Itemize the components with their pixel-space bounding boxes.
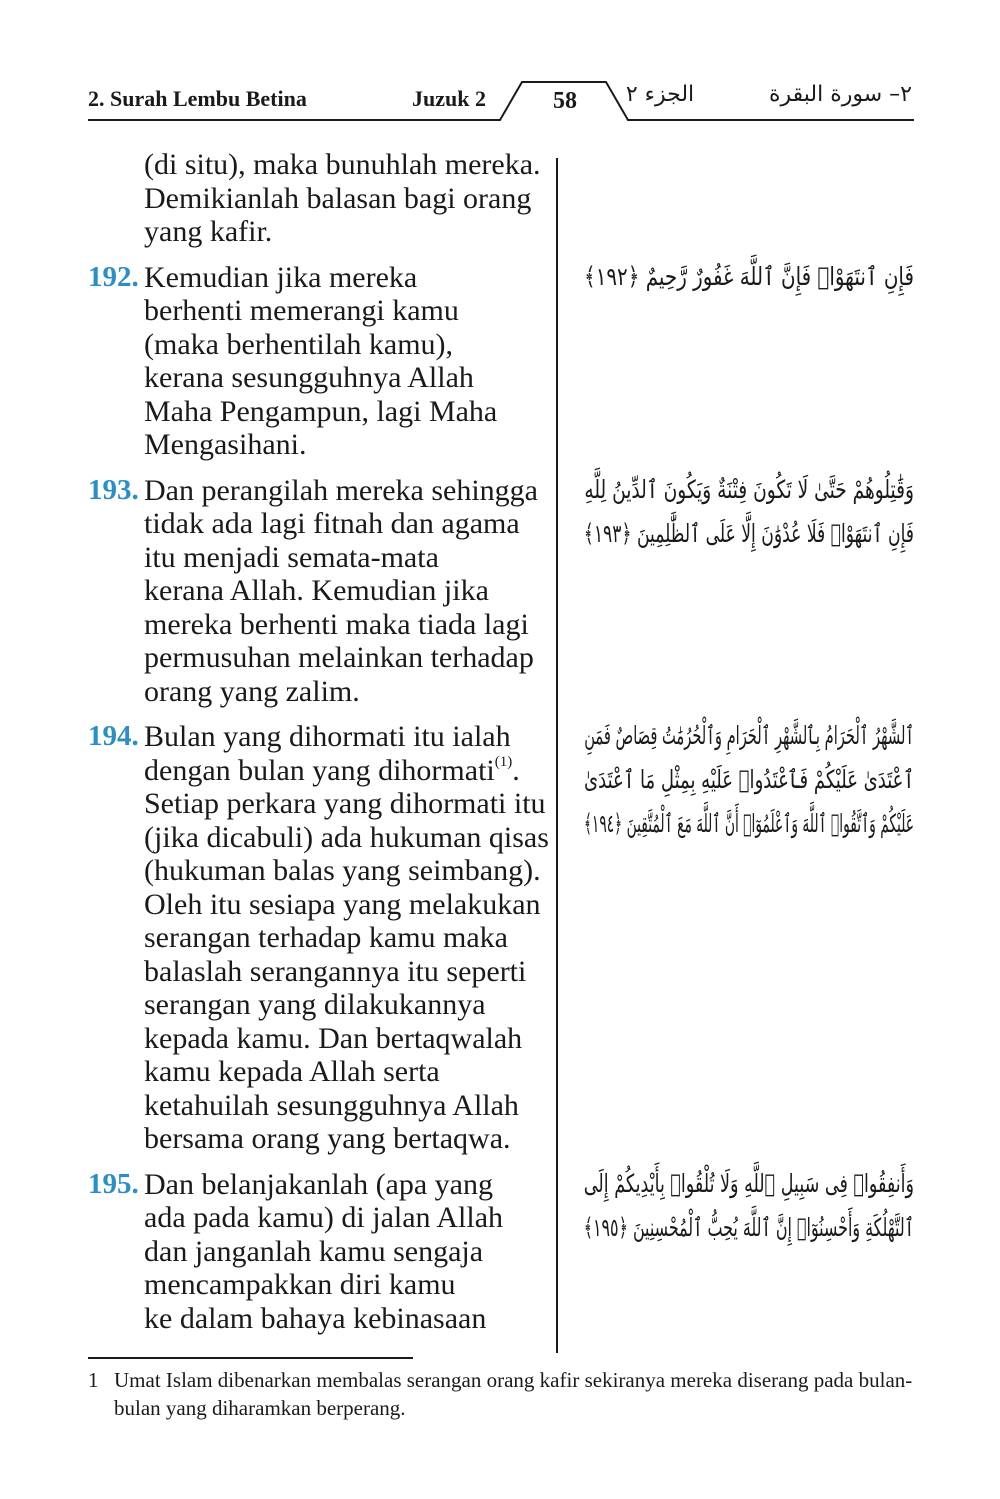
text-line: berhenti memerangi kamu bbox=[144, 294, 459, 327]
arabic-verse-195 bbox=[584, 1162, 914, 1250]
text-line: Demikianlah balasan bagi orang bbox=[144, 181, 532, 215]
text-line: permusuhan melainkan terhadap bbox=[144, 641, 534, 674]
text-line: orang yang zalim. bbox=[144, 674, 360, 708]
arabic-line: عَلَيْكُمْ وَٱتَّقُوا۟ ٱللَّهَ وَٱعْلَمُوٓا۟ أَنَّ ٱللَّهَ مَعَ ٱلْمُتَّقِينَ ﴿١٩٤﴾ bbox=[583, 809, 914, 838]
juz-label: Juzuk 2 bbox=[412, 86, 486, 111]
text-line: Dan perangilah mereka sehingga bbox=[144, 473, 538, 507]
arabic-line: فَإِنِ ٱنتَهَوْا۟ فَلَا عُدْوَٰنَ إِلَّا عَلَى ٱلظَّٰلِمِينَ ﴿١٩٣﴾ bbox=[583, 518, 914, 548]
arabic-line: ٱلشَّهْرُ ٱلْحَرَامُ بِٱلشَّهْرِ ٱلْحَرَامِ وَٱلْحُرُمَٰتُ قِصَاصٌ فَمَنِ bbox=[584, 721, 914, 750]
text-line: ke dalam bahaya kebinasaan bbox=[144, 1301, 487, 1335]
surah-title: 2. Surah Lembu Betina bbox=[88, 86, 307, 111]
text-line: bersama orang yang bertaqwa. bbox=[144, 1122, 511, 1155]
page-header bbox=[0, 0, 1000, 125]
arabic-line: وَقَٰتِلُوهُمْ حَتَّىٰ لَا تَكُونَ فِتْنَةٌ وَيَكُونَ ٱلدِّينُ لِلَّهِ bbox=[584, 474, 914, 504]
arabic-line: ٱعْتَدَىٰ عَلَيْكُمْ فَٱعْتَدُوا۟ عَلَيْهِ بِمِثْلِ مَا ٱعْتَدَىٰ bbox=[583, 765, 914, 794]
text-line: ada pada kamu) di jalan Allah bbox=[144, 1201, 504, 1234]
arabic-juz-label: الجزء ٢ bbox=[625, 82, 695, 107]
verse-continuation bbox=[88, 148, 550, 249]
arabic-line: وَأَنفِقُوا۟ فِى سَبِيلِ ٱللَّهِ وَلَا تُلْقُوا۟ بِأَيْدِيكُمْ إِلَى bbox=[583, 1168, 914, 1198]
text-line: serangan terhadap kamu maka bbox=[144, 921, 508, 954]
text-line: kerana Allah. Kemudian jika bbox=[144, 574, 489, 607]
footnote-text: Umat Islam dibenarkan membalas serangan orang kafir sekiranya mereka diserang pada bulan-bulan yang diharamkan berperang. bbox=[114, 1368, 913, 1420]
arabic-verse-192 bbox=[584, 255, 914, 299]
verse-number: 194. bbox=[88, 720, 139, 752]
footnote-number: 1 bbox=[88, 1368, 99, 1392]
verse-number: 192. bbox=[88, 260, 139, 293]
verse-number: 193. bbox=[88, 473, 139, 506]
text-line: mencampakkan diri kamu bbox=[144, 1268, 456, 1301]
arabic-line: فَإِنِ ٱنتَهَوْا۟ فَإِنَّ ٱللَّهَ غَفُورٌ رَّحِيمٌ ﴿١٩٢﴾ bbox=[584, 261, 914, 291]
footnote-rule bbox=[88, 1357, 413, 1359]
text-line: (maka berhentilah kamu), bbox=[144, 327, 454, 361]
page-number: 58 bbox=[553, 88, 577, 114]
text-line: Oleh itu sesiapa yang melakukan bbox=[144, 887, 541, 921]
text-line: (di situ), maka bunuhlah mereka. bbox=[144, 148, 541, 181]
text-line: mereka berhenti maka tiada lagi bbox=[144, 607, 529, 641]
text-line: itu menjadi semata-mata bbox=[144, 540, 439, 574]
arabic-verse-194 bbox=[584, 714, 914, 846]
text-line: serangan yang dilakukannya bbox=[144, 988, 486, 1021]
arabic-line: ٱلتَّهْلُكَةِ وَأَحْسِنُوٓا۟ إِنَّ ٱللَّهَ يُحِبُّ ٱلْمُحْسِنِينَ ﴿١٩٥﴾ bbox=[583, 1212, 914, 1242]
verse-193 bbox=[88, 474, 550, 709]
text-line: balaslah serangannya itu seperti bbox=[144, 954, 527, 988]
arabic-surah-title: ٢– سورة البقرة bbox=[768, 82, 912, 107]
text-line: kerana sesungguhnya Allah bbox=[144, 361, 474, 394]
text-line: (hukuman balas yang seimbang). bbox=[144, 854, 541, 887]
text-line: dan janganlah kamu sengaja bbox=[144, 1234, 484, 1268]
arabic-verse-193 bbox=[584, 468, 914, 556]
verse-195 bbox=[88, 1168, 550, 1336]
text-line: (jika dicabuli) ada hukuman qisas bbox=[144, 820, 549, 854]
text-line: yang kafir. bbox=[144, 215, 273, 248]
sentence-period: . bbox=[512, 753, 520, 787]
text-line: ketahuilah sesungguhnya Allah bbox=[144, 1088, 519, 1122]
text-line: Setiap perkara yang dihormati itu bbox=[144, 787, 546, 820]
text-line: Mengasihani. bbox=[144, 428, 307, 461]
text-line: tidak ada lagi fitnah dan agama bbox=[144, 507, 520, 540]
column-divider bbox=[556, 158, 558, 1353]
text-line-with-footnote bbox=[144, 754, 550, 788]
text-line: kamu kepada Allah serta bbox=[144, 1055, 440, 1088]
verse-194 bbox=[88, 720, 550, 1156]
footnote bbox=[88, 1366, 918, 1422]
text-line: dengan bulan yang dihormati bbox=[144, 753, 495, 787]
verse-192 bbox=[88, 261, 550, 462]
text-line: Bulan yang dihormati itu ialah bbox=[144, 720, 511, 753]
footnote-reference[interactable]: (1) bbox=[494, 753, 513, 770]
text-line: Maha Pengampun, lagi Maha bbox=[144, 394, 498, 428]
verse-number: 195. bbox=[88, 1167, 139, 1200]
text-line: Dan belanjakanlah (apa yang bbox=[144, 1167, 493, 1201]
translation-column bbox=[88, 148, 550, 1347]
text-line: Kemudian jika mereka bbox=[144, 260, 418, 294]
text-line: kepada kamu. Dan bertaqwalah bbox=[144, 1021, 523, 1055]
